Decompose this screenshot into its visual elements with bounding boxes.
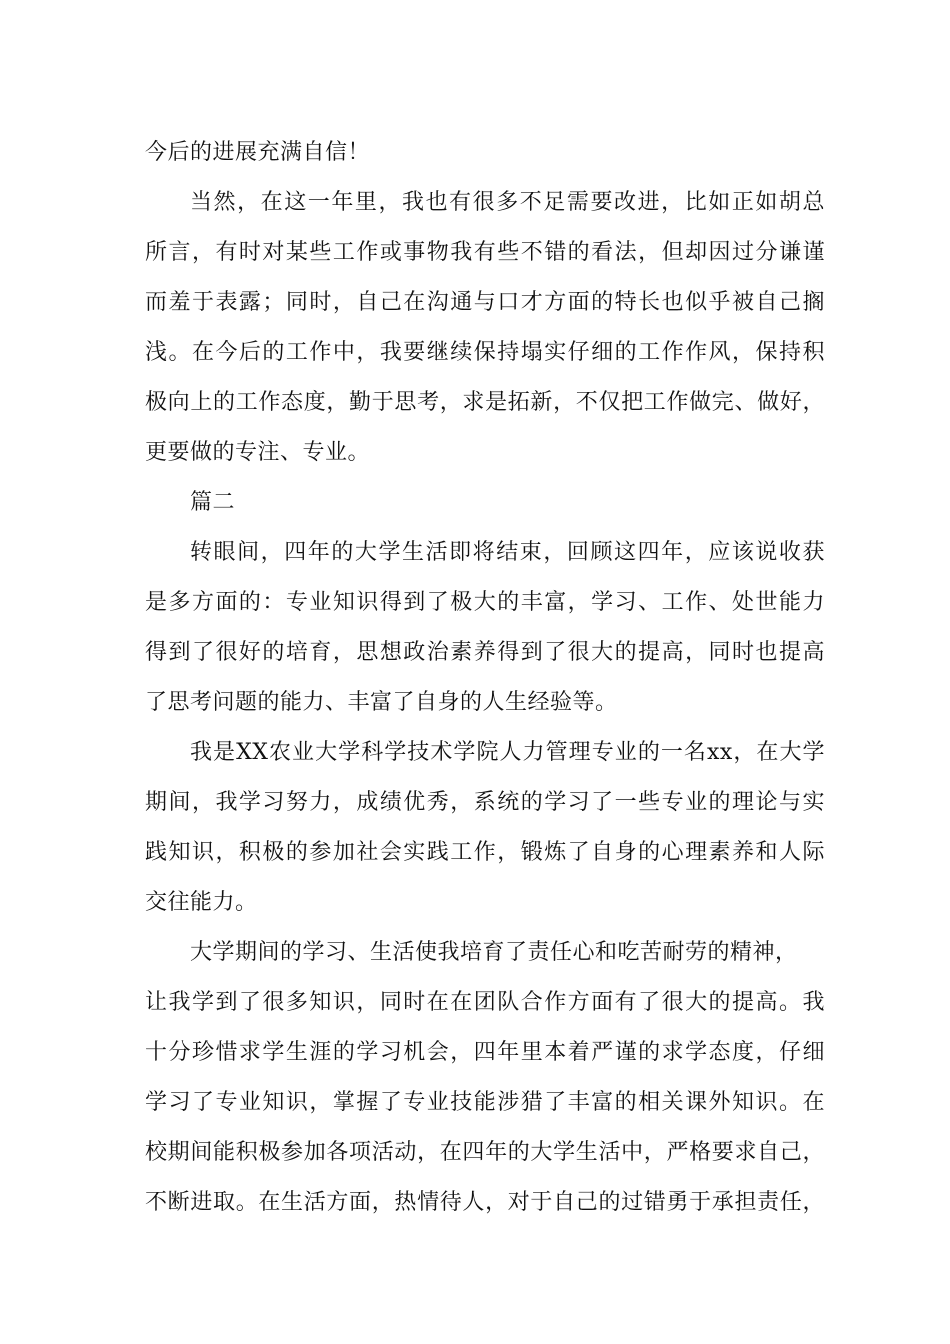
text-line-5: 浅。在今后的工作中，我要继续保持塌实仔细的工作作风，保持积: [145, 340, 825, 365]
text-line-16: 交往能力。: [145, 890, 258, 915]
text-line-14: 期间，我学习努力，成绩优秀，系统的学习了一些专业的理论与实: [145, 790, 825, 815]
text-line-11: 得到了很好的培育，思想政治素养得到了很大的提高，同时也提高: [145, 640, 825, 665]
text-line-22: 不断进取。在生活方面，热情待人，对于自己的过错勇于承担责任，: [145, 1190, 825, 1215]
text-line-12: 了思考问题的能力、丰富了自身的人生经验等。: [145, 690, 618, 715]
document-body: [145, 128, 825, 1228]
text-line-10: 是多方面的：专业知识得到了极大的丰富，学习、工作、处世能力: [145, 590, 825, 615]
text-line-7: 更要做的专注、专业。: [145, 440, 371, 465]
text-line-20: 学习了专业知识，掌握了专业技能涉猎了丰富的相关课外知识。在: [145, 1090, 825, 1115]
text-line-13: 我是XX农业大学科学技术学院人力管理专业的一名xx，在大学: [190, 740, 825, 765]
text-line-6: 极向上的工作态度，勤于思考，求是拓新，不仅把工作做完、做好，: [145, 390, 825, 415]
text-line-19: 十分珍惜求学生涯的学习机会，四年里本着严谨的求学态度，仔细: [145, 1040, 825, 1065]
text-line-4: 而羞于表露；同时，自己在沟通与口才方面的特长也似乎被自己搁: [145, 290, 825, 315]
text-line-1: 今后的进展充满自信！: [145, 140, 371, 165]
text-line-2: 当然，在这一年里，我也有很多不足需要改进，比如正如胡总: [190, 190, 825, 215]
section-heading: 篇二: [190, 490, 236, 515]
text-line-17: 大学期间的学习、生活使我培育了责任心和吃苦耐劳的精神，: [190, 940, 798, 965]
text-line-9: 转眼间，四年的大学生活即将结束，回顾这四年，应该说收获: [190, 540, 825, 565]
text-line-3: 所言，有时对某些工作或事物我有些不错的看法，但却因过分谦谨: [145, 240, 825, 265]
text-line-21: 校期间能积极参加各项活动，在四年的大学生活中，严格要求自己，: [145, 1140, 825, 1165]
text-line-18: 让我学到了很多知识，同时在在团队合作方面有了很大的提高。我: [145, 990, 825, 1015]
text-line-15: 践知识，积极的参加社会实践工作，锻炼了自身的心理素养和人际: [145, 840, 825, 865]
